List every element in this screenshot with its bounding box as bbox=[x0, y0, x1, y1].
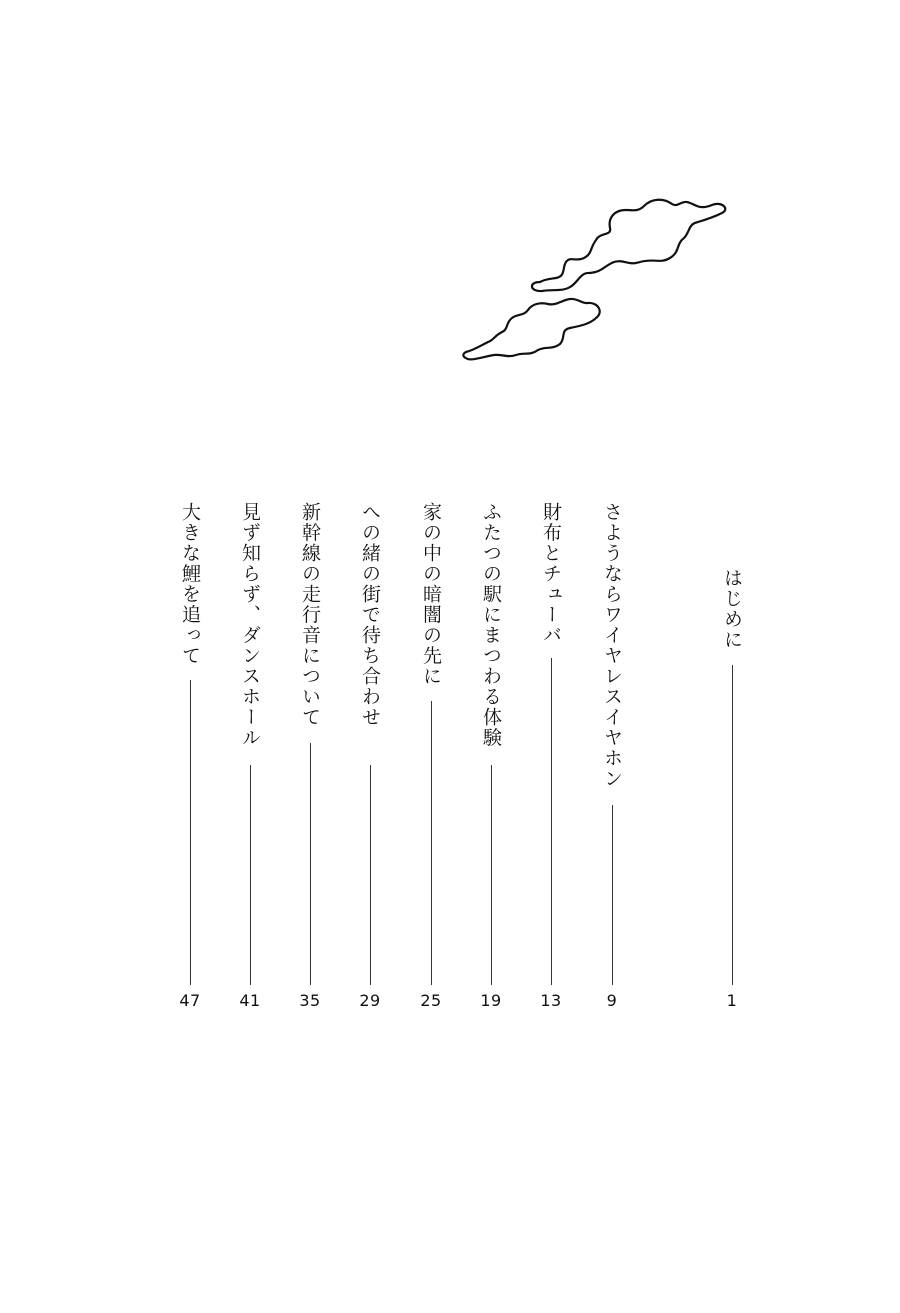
toc-entry-title: 財布とチューバ bbox=[540, 502, 562, 646]
toc-page-number: 29 bbox=[359, 991, 381, 1010]
toc-leader-line bbox=[250, 765, 251, 985]
toc-entry[interactable] bbox=[712, 0, 752, 1313]
toc-leader-line bbox=[431, 701, 432, 985]
toc-entry[interactable] bbox=[230, 0, 270, 1313]
toc-page-number: 1 bbox=[726, 991, 738, 1010]
toc-entry[interactable] bbox=[170, 0, 210, 1313]
toc-leader-line bbox=[612, 805, 613, 985]
toc-leader-line bbox=[732, 665, 733, 985]
toc-leader-line bbox=[310, 743, 311, 985]
toc-entry-title: 見ず知らず、ダンスホール bbox=[239, 502, 261, 748]
toc-page-number: 47 bbox=[179, 991, 201, 1010]
toc-leader-line bbox=[551, 658, 552, 985]
toc-entry-title: への緒の街で待ち合わせ bbox=[359, 502, 381, 728]
toc-leader-line bbox=[370, 765, 371, 985]
toc-entry-title: はじめに bbox=[721, 568, 743, 650]
toc-page-number: 35 bbox=[299, 991, 321, 1010]
toc-entry[interactable] bbox=[411, 0, 451, 1313]
toc-page-number: 9 bbox=[606, 991, 618, 1010]
toc-page-number: 25 bbox=[420, 991, 442, 1010]
toc-entry[interactable] bbox=[290, 0, 330, 1313]
toc-entry-title: 新幹線の走行音について bbox=[299, 502, 321, 728]
toc-entry-title: 大きな鯉を追って bbox=[179, 502, 201, 666]
toc-page-number: 13 bbox=[540, 991, 562, 1010]
toc-leader-line bbox=[491, 765, 492, 985]
toc-entry-title: ふたつの駅にまつわる体験 bbox=[480, 502, 502, 748]
toc-entry[interactable] bbox=[350, 0, 390, 1313]
toc-page-number: 19 bbox=[480, 991, 502, 1010]
toc-entry[interactable] bbox=[592, 0, 632, 1313]
toc-entry-title: さようならワイヤレスイヤホン bbox=[601, 502, 623, 789]
toc-entry[interactable] bbox=[531, 0, 571, 1313]
toc-entry[interactable] bbox=[471, 0, 511, 1313]
toc-page-number: 41 bbox=[239, 991, 261, 1010]
toc-entry-title: 家の中の暗闇の先に bbox=[420, 502, 442, 687]
toc-leader-line bbox=[190, 680, 191, 985]
